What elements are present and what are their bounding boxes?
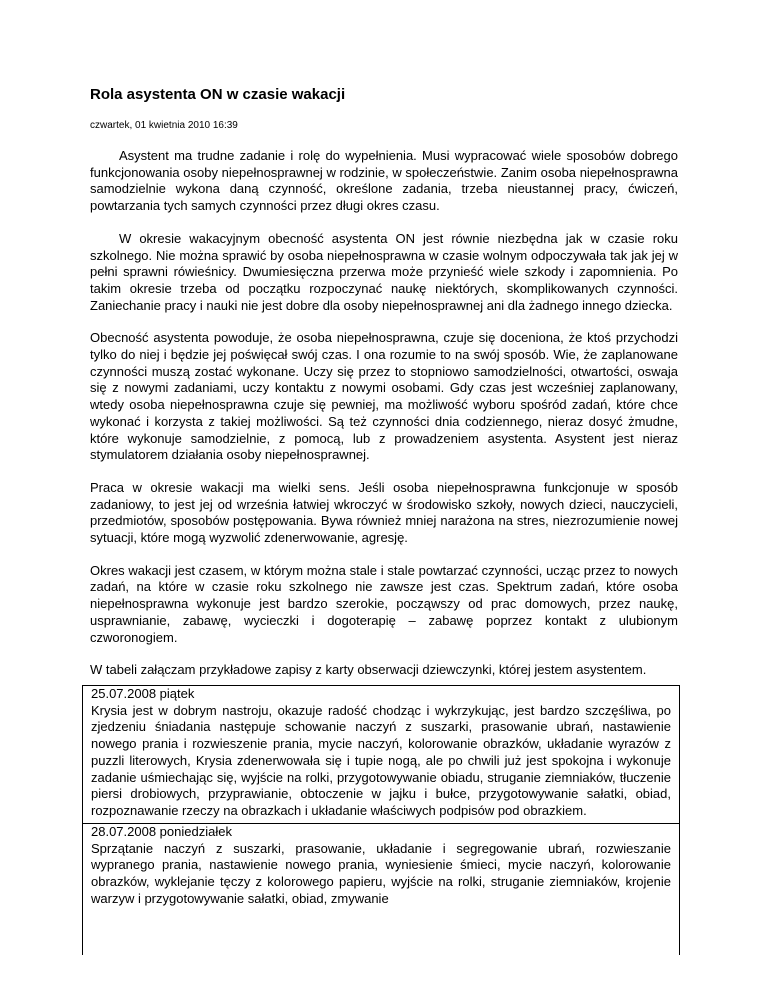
observation-table: [82, 685, 680, 955]
table-row-text: Sprzątanie naczyń z suszarki, prasowanie, układanie i segregowanie ubrań, rozwieszanie wypranego prania, nastawienie nowego prania, wyniesienie śmieci, mycie naczyń, kolorowanie obrazków, wyklejanie tęczy z kolorowego papieru, wyjście na rolki, struganie ziemniaków, krojenie warzyw i przygotowywanie sałatki, obiad, zmywanie: [91, 840, 671, 906]
paragraph-1: Asystent ma trudne zadanie i rolę do wypełnienia. Musi wypracować wiele sposobów dobrego funkcjonowania osoby niepełnosprawnej w rodzinie, w społeczeństwie. Zanim osoba niepełnosprawna samodzielnie wykona daną czynność, określone zadania, trzeba nieustannej pracy, ćwiczeń, powtarzania tych samych czynności przez długi okres czasu.: [90, 148, 678, 214]
article-title: Rola asystenta ON w czasie wakacji: [90, 86, 346, 103]
document-page: [90, 86, 678, 955]
table-row: [83, 686, 679, 823]
paragraph-6: W tabeli załączam przykładowe zapisy z karty obserwacji dziewczynki, której jestem asystentem.: [90, 662, 647, 678]
table-row-text: Krysia jest w dobrym nastroju, okazuje radość chodząc i wykrzykując, jest bardzo szczęśliwa, po zjedzeniu śniadania następuje schowanie naczyń z suszarki, prasowanie ubrań, nastawienie nowego prania i rozwieszenie prania, mycie naczyń, kolorowanie obrazków, układanie wyrazów z puzzli literowych, Krysia zdenerwowała się i tupie nogą, ale po chwili już jest spokojna i wykonuje zadanie uśmiechając się, wyjście na rolki, przygotowywanie obiadu, struganie ziemniaków, tłuczenie piersi drobiowych, przyprawianie, obtoczenie w jajku i bułce, przygotowywanie sałatki, obiad, rozpoznawanie rzeczy na obrazkach i układanie właściwych podpisów pod obrazkiem.: [91, 702, 671, 818]
paragraph-5: Okres wakacji jest czasem, w którym można stale i stale powtarzać czynności, ucząc przez to nowych zadań, na które w czasie roku szkolnego nie zawsze jest czas. Spektrum zadań, które osoba niepełnosprawna wykonuje jest bardzo szerokie, począwszy od prac domowych, przez naukę, usprawnianie, zabawę, wycieczki i dogoterapię – zabawę poprzez kontakt z ulubionym czworonogiem.: [90, 562, 678, 645]
table-row-date: 28.07.2008 poniedziałek: [91, 823, 232, 839]
paragraph-3: Obecność asystenta powoduje, że osoba niepełnosprawna, czuje się doceniona, że ktoś przychodzi tylko do niej i będzie jej poświęcał swój czas. I ona rozumie to na swój sposób. Wie, że zaplanowane czynności muszą zostać wykonane. Uczy się przez to stopniowo samodzielności, otwartości, oswaja się z nowymi zadaniami, uczy kontaktu z nowymi osobami. Gdy czas jest wcześniej zaplanowany, wtedy osoba niepełnosprawna czuje się pewniej, ma możliwość wyboru spośród zadań, które chce wykonać i korzysta z takiej możliwości. Są też czynności dnia codziennego, nieraz dosyć żmudne, które wykonuje samodzielnie, z pomocą, lub z prowadzeniem asystenta. Asystent jest nieraz stymulatorem działania osoby niepełnosprawnej.: [90, 330, 678, 463]
table-row: [83, 823, 679, 955]
table-row-date: 25.07.2008 piątek: [91, 685, 195, 701]
paragraph-4: Praca w okresie wakacji ma wielki sens. Jeśli osoba niepełnosprawna funkcjonuje w sposób zadaniowy, to jest jej od września łatwiej wkroczyć w środowisko szkoły, nowych dzieci, nauczycieli, przedmiotów, sposobów postępowania. Bywa również mniej narażona na stres, niezrozumienie nowej sytuacji, które mogą wyzwolić zdenerwowanie, agresję.: [90, 479, 678, 546]
article-date: czwartek, 01 kwietnia 2010 16:39: [90, 120, 238, 131]
paragraph-2: W okresie wakacyjnym obecność asystenta ON jest równie niezbędna jak w czasie roku szkolnego. Nie można sprawić by osoba niepełnosprawna w czasie wolnym odpoczywała tak jak jej w pełni sprawni rówieśnicy. Dwumiesięczna przerwa może przynieść wiele szkody i zapomnienia. Po takim okresie trzeba od początku rozpoczynać naukę niektórych, skomplikowanych czynności. Zaniechanie pracy i nauki nie jest dobre dla osoby niepełnosprawnej ani dla żadnego innego dziecka.: [90, 230, 678, 313]
